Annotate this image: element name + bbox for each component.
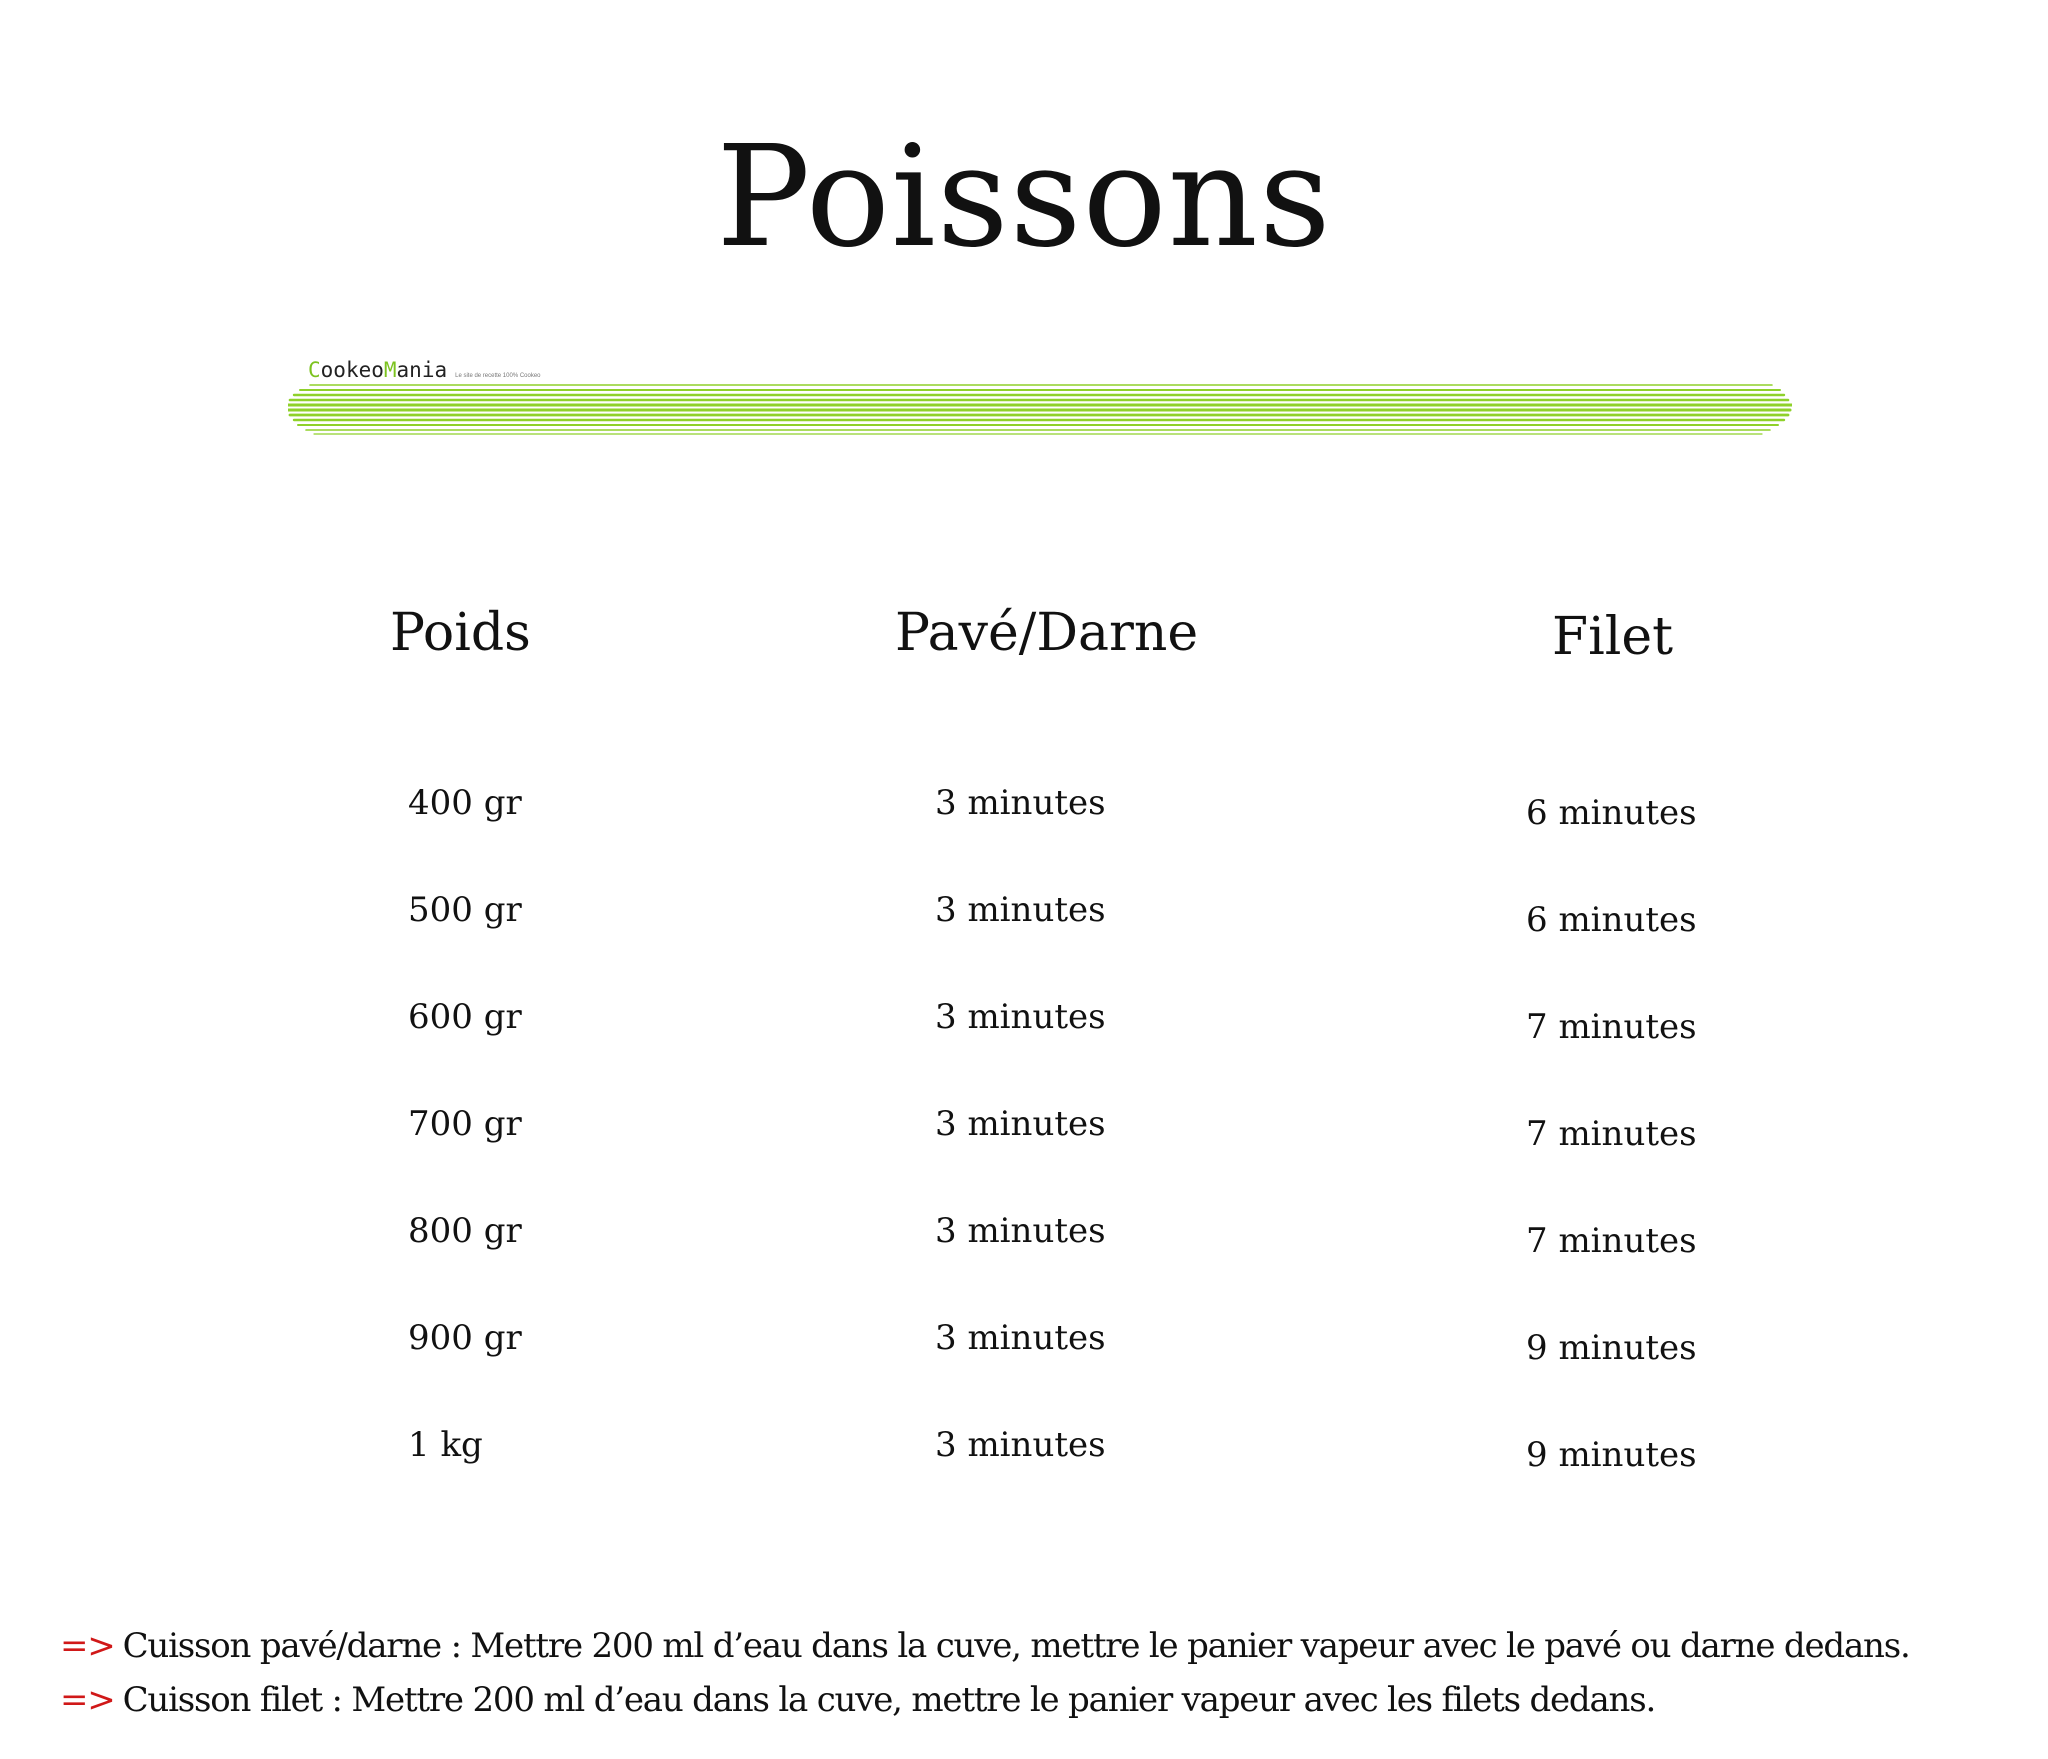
cell-filet-time: 7 minutes xyxy=(1526,1007,1697,1047)
cell-filet-time: 9 minutes xyxy=(1526,1328,1697,1368)
cell-filet-time: 7 minutes xyxy=(1526,1114,1697,1154)
page-title: Poissons xyxy=(716,116,1332,279)
header-poids: Poids xyxy=(390,603,531,663)
cell-pave-time: 3 minutes xyxy=(935,1318,1106,1358)
cell-weight: 800 gr xyxy=(408,1211,522,1251)
cell-weight: 700 gr xyxy=(408,1104,522,1144)
note-pave-darne xyxy=(60,1626,1910,1666)
brand-name: CookeoMania xyxy=(308,358,448,382)
cell-pave-time: 3 minutes xyxy=(935,997,1106,1037)
cell-filet-time: 6 minutes xyxy=(1526,900,1697,940)
brand-logo xyxy=(308,358,541,382)
cell-filet-time: 9 minutes xyxy=(1526,1435,1697,1475)
note-text: Cuisson filet : Mettre 200 ml d’eau dans la cuve, mettre le panier vapeur avec les filets dedans. xyxy=(122,1680,1656,1720)
header-filet: Filet xyxy=(1552,607,1674,667)
brand-tagline: Le site de recette 100% Cookeo xyxy=(455,373,541,379)
cell-pave-time: 3 minutes xyxy=(935,890,1106,930)
header-pave-darne: Pavé/Darne xyxy=(895,603,1199,663)
cell-pave-time: 3 minutes xyxy=(935,783,1106,823)
note-text: Cuisson pavé/darne : Mettre 200 ml d’eau dans la cuve, mettre le panier vapeur avec le pavé ou darne dedans. xyxy=(122,1626,1910,1666)
arrow-marker: => xyxy=(60,1626,115,1666)
cell-weight: 1 kg xyxy=(408,1425,483,1465)
green-stripes-divider xyxy=(288,383,1792,435)
arrow-marker: => xyxy=(60,1680,115,1720)
cell-weight: 500 gr xyxy=(408,890,522,930)
cell-weight: 400 gr xyxy=(408,783,522,823)
cell-pave-time: 3 minutes xyxy=(935,1211,1106,1251)
cell-weight: 900 gr xyxy=(408,1318,522,1358)
cell-pave-time: 3 minutes xyxy=(935,1425,1106,1465)
note-filet xyxy=(60,1680,1655,1720)
cell-filet-time: 7 minutes xyxy=(1526,1221,1697,1261)
cell-pave-time: 3 minutes xyxy=(935,1104,1106,1144)
cell-filet-time: 6 minutes xyxy=(1526,793,1697,833)
cell-weight: 600 gr xyxy=(408,997,522,1037)
